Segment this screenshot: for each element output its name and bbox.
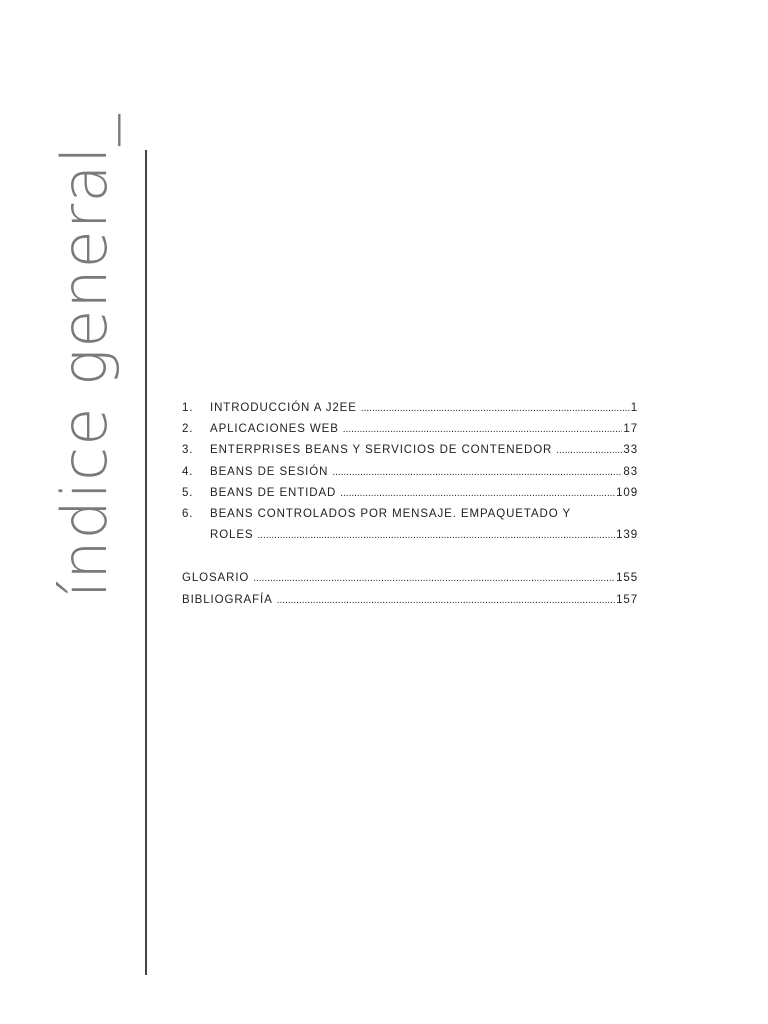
toc-entry-label: APLICACIONES WEB bbox=[210, 423, 339, 436]
toc-entry-label: BEANS CONTROLADOS POR MENSAJE. EMPAQUETADO Y bbox=[210, 507, 572, 520]
toc-entry-3[interactable] bbox=[182, 440, 638, 461]
toc-entry-page: 33 bbox=[623, 444, 638, 457]
toc-entry-5[interactable] bbox=[182, 483, 638, 504]
toc-entry-page: 17 bbox=[623, 423, 638, 436]
toc-entry-number: 6. bbox=[182, 507, 194, 520]
toc-entry-page: 155 bbox=[616, 572, 638, 585]
toc-leader-dots bbox=[343, 419, 623, 440]
toc-entry-number: 5. bbox=[182, 486, 194, 499]
toc-entry-bibliografia[interactable] bbox=[182, 590, 638, 611]
toc-entry-number: 4. bbox=[182, 465, 194, 478]
vertical-divider bbox=[145, 150, 147, 975]
toc-entry-6-continuation[interactable] bbox=[182, 525, 638, 546]
toc-leader-dots bbox=[340, 483, 615, 504]
toc-entry-6[interactable] bbox=[182, 504, 638, 525]
toc-entry-label: ROLES bbox=[210, 529, 254, 542]
toc-entry-label: ENTERPRISES BEANS Y SERVICIOS DE CONTENEDOR bbox=[210, 444, 553, 457]
toc-entry-1[interactable] bbox=[182, 398, 638, 419]
toc-entry-glosario[interactable] bbox=[182, 568, 638, 589]
toc-entry-label: GLOSARIO bbox=[182, 572, 250, 585]
toc-entry-label: BEANS DE ENTIDAD bbox=[210, 486, 337, 499]
toc-leader-dots bbox=[258, 525, 616, 546]
side-title: índice general_ bbox=[48, 113, 121, 598]
toc-entry-page: 109 bbox=[616, 486, 638, 499]
toc-entry-label: BIBLIOGRAFÍA bbox=[182, 593, 273, 606]
toc-entry-page: 83 bbox=[623, 465, 638, 478]
table-of-contents bbox=[182, 398, 638, 611]
toc-entry-number: 2. bbox=[182, 423, 194, 436]
toc-spacer bbox=[182, 546, 638, 568]
toc-entry-page: 157 bbox=[616, 593, 638, 606]
toc-entry-label: BEANS DE SESIÓN bbox=[210, 465, 329, 478]
toc-entry-4[interactable] bbox=[182, 462, 638, 483]
toc-entry-page: 139 bbox=[616, 529, 638, 542]
toc-entry-label: INTRODUCCIÓN A J2EE bbox=[210, 402, 357, 414]
toc-leader-dots bbox=[556, 440, 622, 461]
toc-leader-dots bbox=[361, 398, 630, 419]
toc-entry-number: 3. bbox=[182, 444, 194, 457]
toc-leader-dots bbox=[332, 462, 622, 483]
toc-entry-2[interactable] bbox=[182, 419, 638, 440]
toc-entry-page: 1 bbox=[630, 402, 638, 414]
toc-leader-dots bbox=[277, 590, 615, 611]
toc-leader-dots bbox=[253, 568, 615, 589]
toc-entry-number: 1. bbox=[182, 402, 194, 414]
